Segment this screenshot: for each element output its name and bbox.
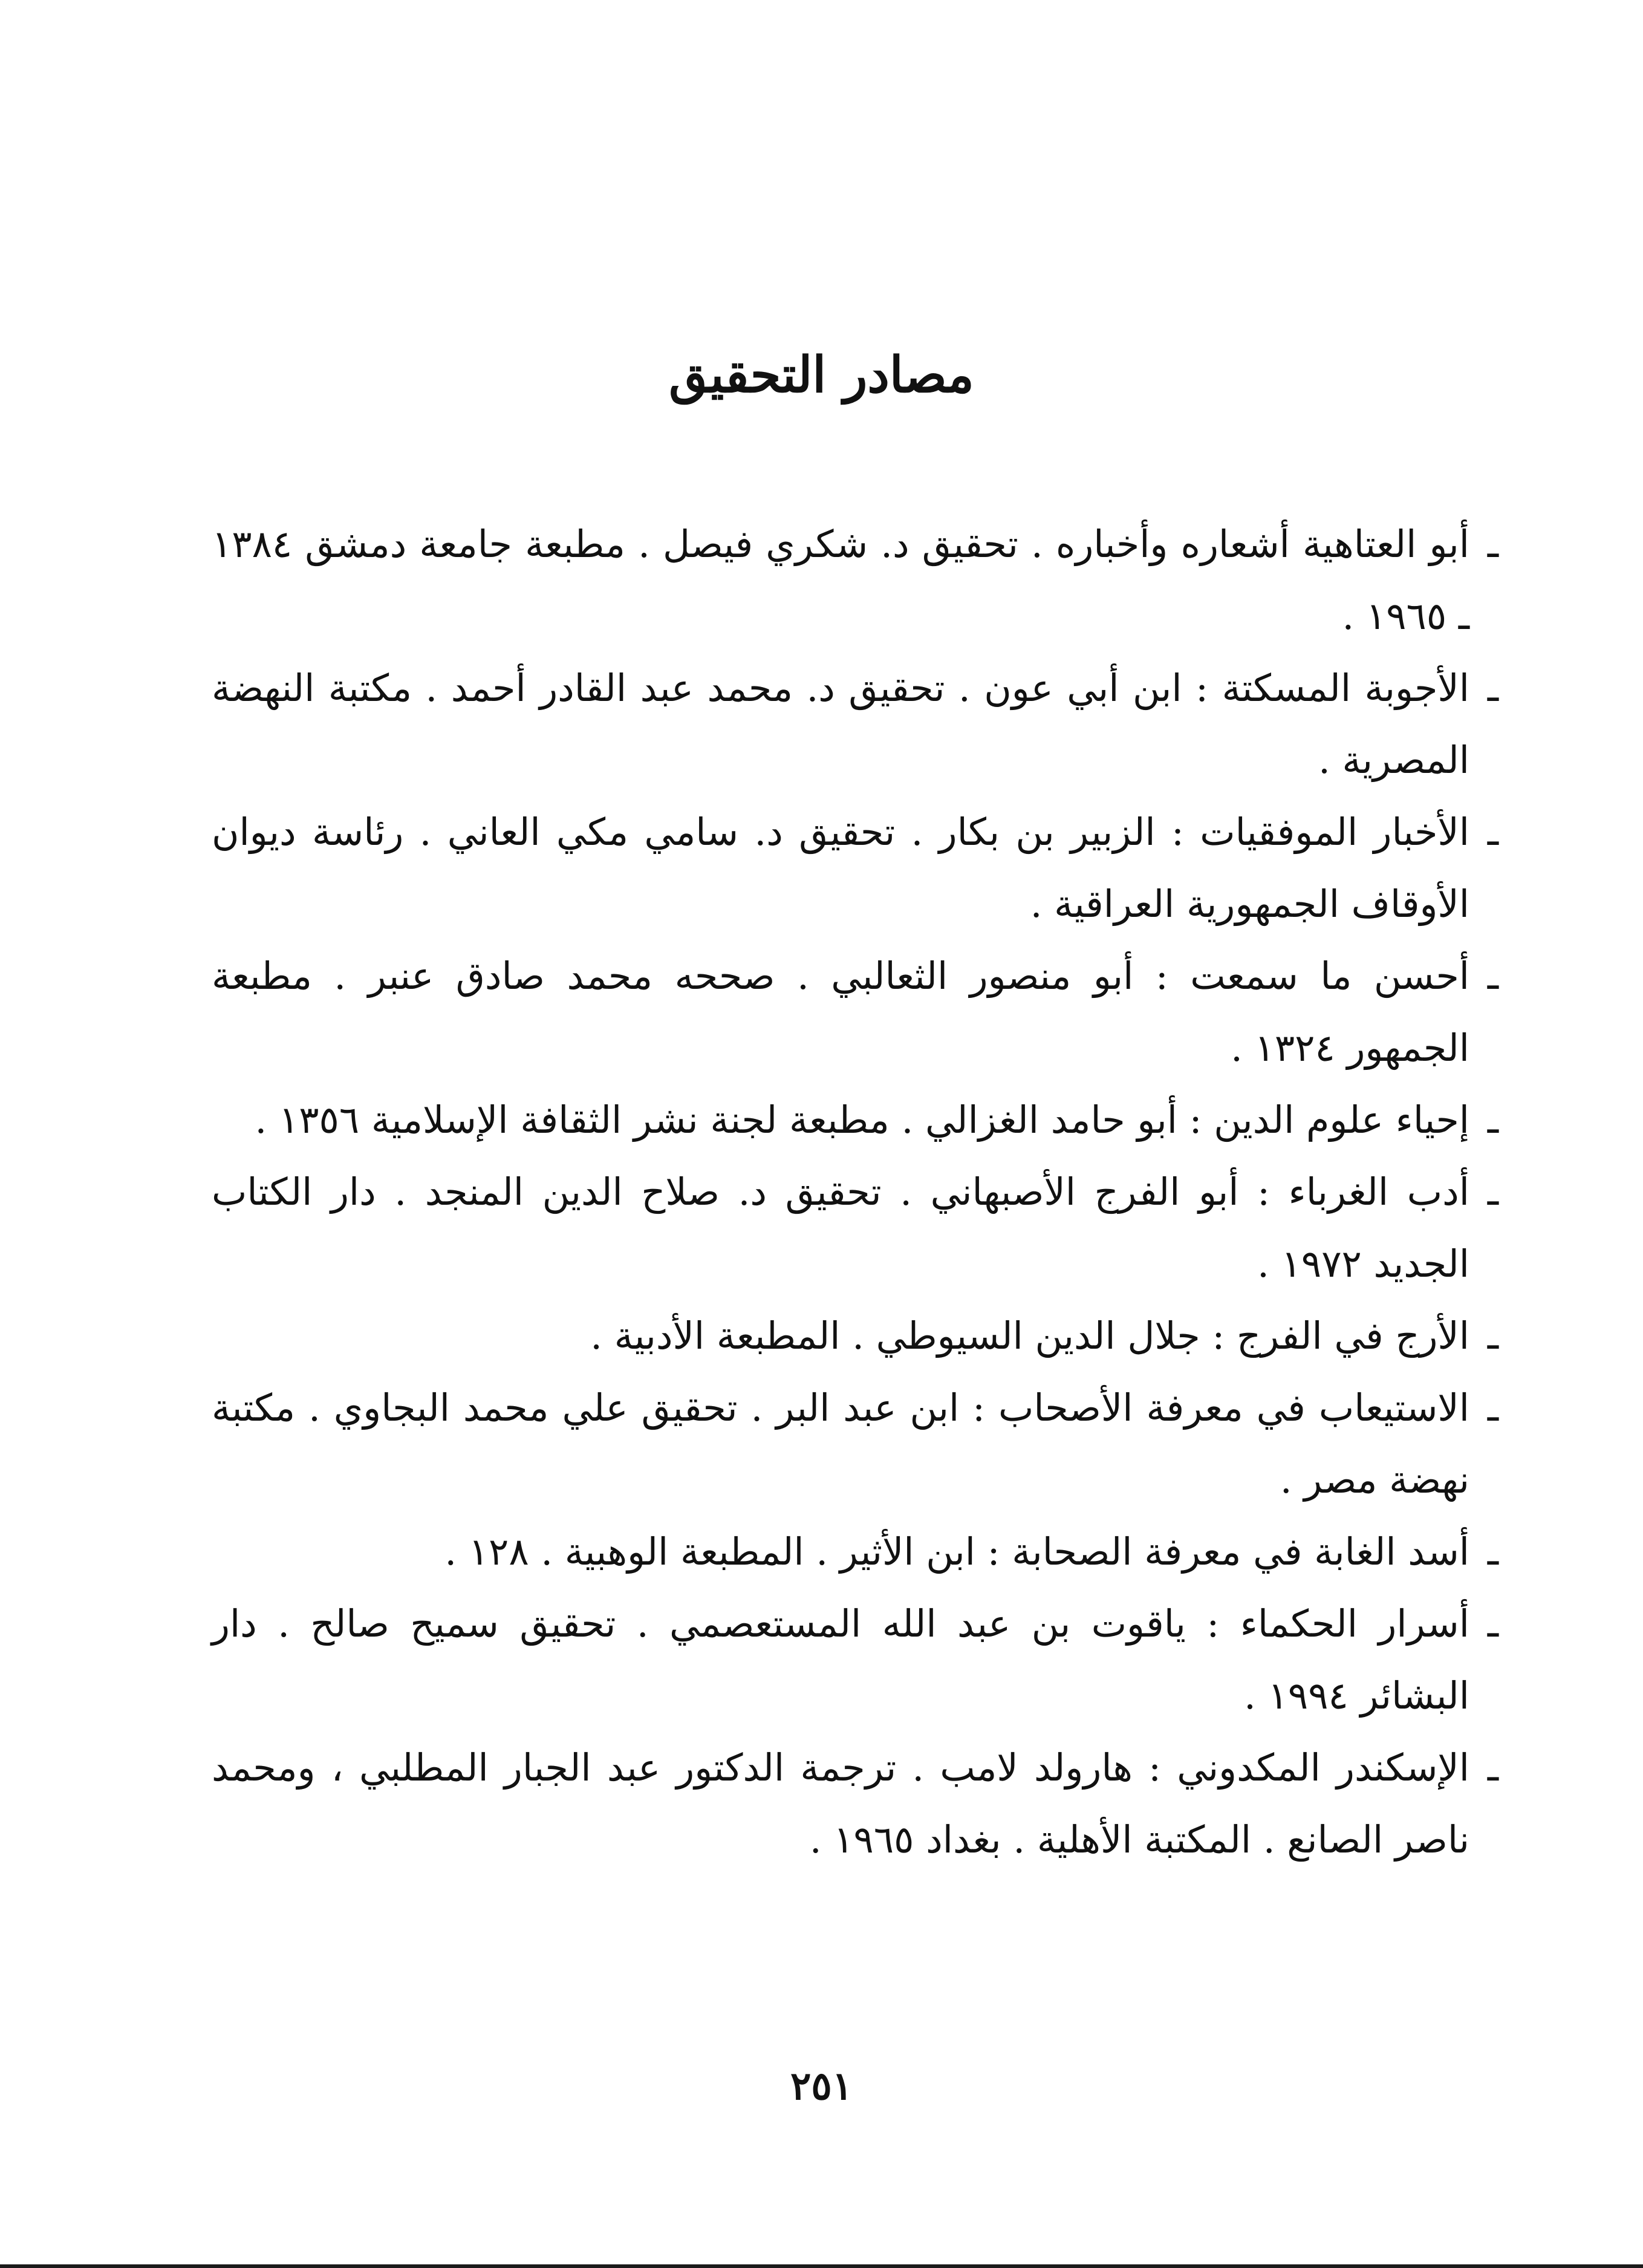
page-title: مصادر التحقيق bbox=[669, 346, 974, 404]
entry-text: أسرار الحكماء : ياقوت بن عبد الله المستعصمي . تحقيق سميح صالح . دار البشائر ١٩٩٤ . bbox=[212, 1602, 1469, 1718]
bibliography-entry bbox=[212, 1516, 1498, 1588]
bibliography-entry bbox=[212, 508, 1498, 652]
bibliography-entry bbox=[212, 652, 1498, 796]
entry-dash: ـ bbox=[1487, 1314, 1498, 1358]
bibliography-entry bbox=[212, 1084, 1498, 1156]
entry-dash: ـ bbox=[1487, 810, 1498, 854]
entry-text: أبو العتاهية أشعاره وأخباره . تحقيق د. شكري فيصل . مطبعة جامعة دمشق ١٣٨٤ ـ ١٩٦٥ . bbox=[212, 522, 1469, 638]
entry-dash: ـ bbox=[1487, 1098, 1498, 1142]
entry-text: أدب الغرباء : أبو الفرج الأصبهاني . تحقيق د. صلاح الدين المنجد . دار الكتاب الجديد ١٩٧٢ . bbox=[212, 1170, 1469, 1286]
bibliography-entry bbox=[212, 1156, 1498, 1300]
entry-dash: ـ bbox=[1487, 522, 1498, 566]
entry-dash: ـ bbox=[1487, 1745, 1498, 1790]
entry-text: أسد الغابة في معرفة الصحابة : ابن الأثير . المطبعة الوهبية . ١٢٨ . bbox=[444, 1530, 1469, 1574]
bibliography-entry bbox=[212, 796, 1498, 940]
entry-dash: ـ bbox=[1487, 1530, 1498, 1574]
bibliography-entry bbox=[212, 1732, 1498, 1875]
bottom-border bbox=[0, 2264, 1643, 2268]
entry-text: الإسكندر المكدوني : هارولد لامب . ترجمة الدكتور عبد الجبار المطلبي ، ومحمد ناصر الصانع . المكتبة الأهلية . بغداد ١٩٦٥ . bbox=[212, 1745, 1469, 1862]
entry-text: أحسن ما سمعت : أبو منصور الثعالبي . صححه محمد صادق عنبر . مطبعة الجمهور ١٣٢٤ . bbox=[212, 954, 1469, 1070]
bibliography-entry bbox=[212, 1588, 1498, 1732]
entry-text: الاستيعاب في معرفة الأصحاب : ابن عبد البر . تحقيق علي محمد البجاوي . مكتبة نهضة مصر . bbox=[212, 1386, 1469, 1502]
entry-dash: ـ bbox=[1487, 1602, 1498, 1646]
bibliography-entry bbox=[212, 940, 1498, 1084]
entry-text: الأجوبة المسكتة : ابن أبي عون . تحقيق د. محمد عبد القادر أحمد . مكتبة النهضة المصرية . bbox=[212, 666, 1469, 782]
entry-dash: ـ bbox=[1487, 1170, 1498, 1214]
bibliography-entry bbox=[212, 1300, 1498, 1372]
bibliography-list bbox=[212, 508, 1498, 1875]
entry-text: الأرج في الفرج : جلال الدين السيوطي . المطبعة الأدبية . bbox=[590, 1314, 1469, 1358]
entry-dash: ـ bbox=[1487, 1386, 1498, 1430]
bibliography-entry bbox=[212, 1372, 1498, 1516]
entry-text: الأخبار الموفقيات : الزبير بن بكار . تحقيق د. سامي مكي العاني . رئاسة ديوان الأوقاف الجمهورية العراقية . bbox=[212, 810, 1469, 926]
entry-dash: ـ bbox=[1487, 954, 1498, 998]
page-number: ٢٥١ bbox=[790, 2064, 853, 2109]
entry-dash: ـ bbox=[1487, 666, 1498, 710]
entry-text: إحياء علوم الدين : أبو حامد الغزالي . مطبعة لجنة نشر الثقافة الإسلامية ١٣٥٦ . bbox=[255, 1098, 1469, 1142]
